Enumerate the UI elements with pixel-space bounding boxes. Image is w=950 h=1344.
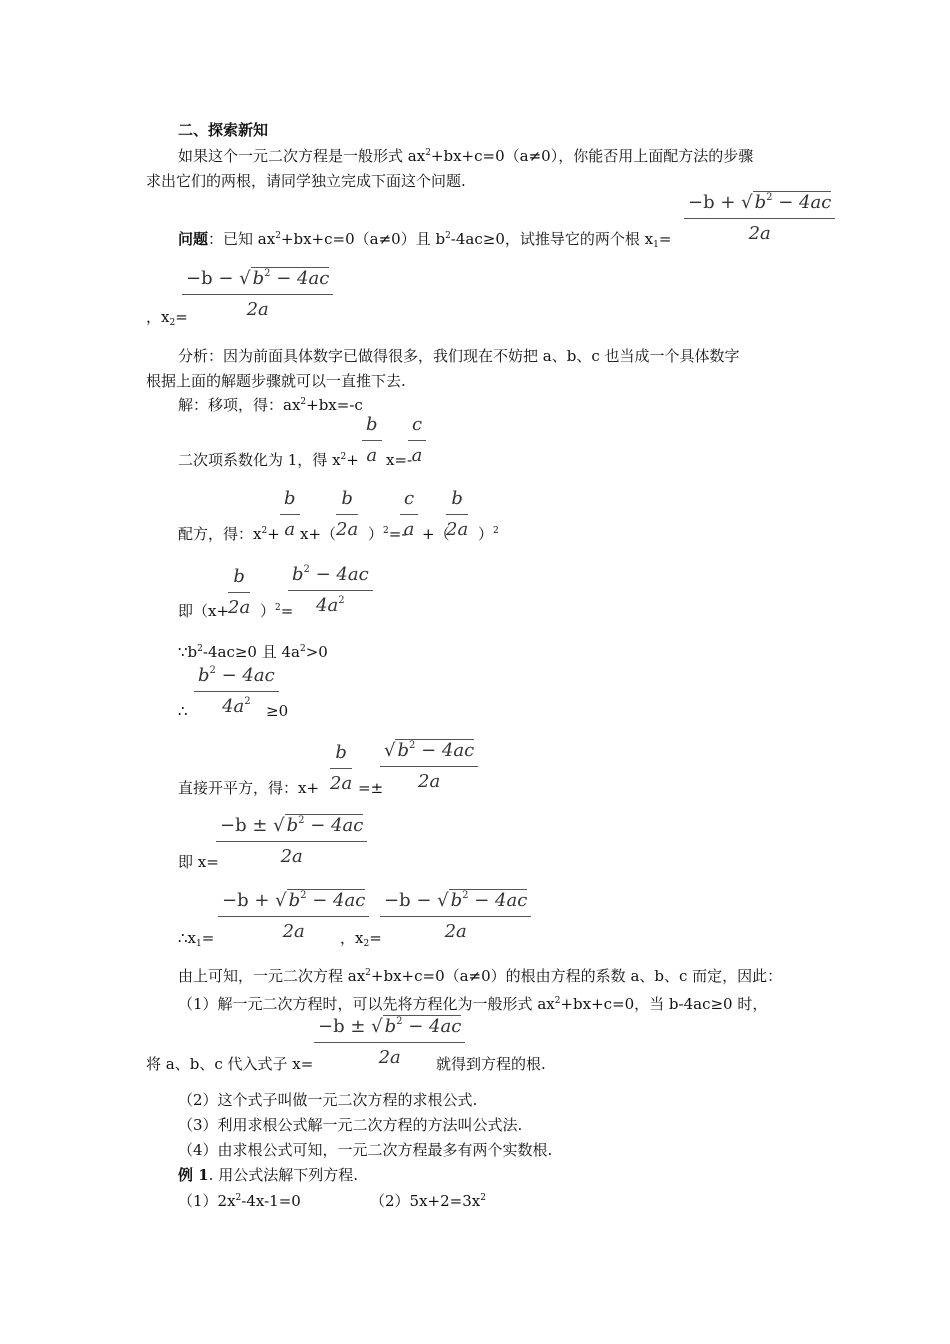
analysis-line-1: 分析：因为前面具体数字已做得很多，我们现在不妨把 a、b、c 也当成一个具体数字	[178, 347, 740, 365]
frac-disc-over-4a2-2: $b^2 - 4ac$ $4a^2$	[194, 665, 279, 718]
step-coefficient: 二次项系数化为 1，得 $x^2+$	[178, 451, 359, 469]
step-x-equals: 即 x=	[178, 853, 219, 871]
intro-line-1: 如果这个一元二次方程是一般形式 $ax^2+bx+c=0(a\ne 0)$，你能否用上面配方法的步骤	[178, 147, 754, 165]
step-coefficient-mid: x=-	[386, 451, 413, 469]
frac-b-over-2a-4: b 2a	[330, 742, 353, 794]
problem-statement: 问题：已知 $ax^2+bx+c=0(a\ne 0)$且 $b^2-4ac\ge 0$，试推导它的两个根 $x_1=$	[178, 230, 672, 250]
step-complete-square: 配方，得：$x^2+$	[178, 525, 280, 543]
step-because: $\because b^2-4ac\ge 0$ 且 $4a^2>0$	[178, 643, 328, 661]
frac-b-over-2a: b 2a	[336, 488, 359, 540]
example-question-2: $(2)5x+2=3x^2$	[370, 1192, 486, 1210]
formula-x2-final: −b − √ $b^2 - 4ac$ 2a	[380, 890, 531, 943]
formula-x-pm: −b ± √ $b^2 - 4ac$ 2a	[216, 815, 367, 868]
conclusion-point-3: （3）利用求根公式解一元二次方程的方法叫公式法.	[178, 1116, 523, 1134]
frac-b-over-a-2: b a	[280, 488, 300, 541]
example-question-1: $(1)2x^2-4x-1=0$	[178, 1192, 301, 1210]
final-x1-label: $\therefore x_1=$	[178, 929, 215, 949]
conclusion-point-4: （4）由求根公式可知，一元二次方程最多有两个实数根.	[178, 1141, 553, 1159]
formula-root-general: −b ± √ $b^2 - 4ac$ 2a	[314, 1016, 465, 1069]
step-move-term: 解：移项，得：$ax^2+bx=-c$	[178, 396, 363, 414]
therefore-symbol: ∴	[178, 702, 188, 720]
intro-line-2: 求出它们的两根，请同学独立完成下面这个问题.	[146, 172, 466, 190]
conclusion-point-2: （2）这个式子叫做一元二次方程的求根公式.	[178, 1091, 478, 1109]
formula-x2-problem: −b − √ $b^2 - 4ac$ 2a	[182, 268, 333, 321]
frac-disc-over-4a2: $b^2 - 4ac$ $4a^2$	[288, 564, 373, 617]
step-complete-close: ）$^2$=-	[368, 525, 407, 543]
conclusion-line-3-end: 就得到方程的根.	[436, 1055, 546, 1073]
frac-c-over-a-2: c a	[400, 488, 418, 541]
conclusion-line-1: 由上可知，一元二次方程 $ax^2+bx+c=0(a\ne 0)$的根由方程的系数 a、b、c 而定，因此：	[178, 967, 783, 985]
step-complete-open: x+（	[300, 525, 337, 543]
step-complete-plus: +（	[422, 525, 450, 543]
problem-x2-label: ，$x_2=$	[146, 308, 188, 328]
conclusion-line-2: （1）解一元二次方程时，可以先将方程化为一般形式 $ax^2+bx+c=0$，当 b-4ac≥0 时，	[178, 995, 768, 1013]
step-complete-end: ）$^2$	[478, 525, 499, 543]
formula-x1-problem: −b + √ $b^2 - 4ac$ 2a	[684, 192, 835, 245]
section-heading: 二、探索新知	[178, 121, 269, 139]
analysis-line-2: 根据上面的解题步骤就可以一直推下去.	[146, 372, 406, 390]
frac-sqrt-disc-over-2a: √ $b^2 - 4ac$ 2a	[380, 740, 478, 793]
therefore-ge-zero: ≥0	[266, 702, 289, 720]
step-ie: 即（x+	[178, 602, 230, 620]
formula-x1-final: −b + √ $b^2 - 4ac$ 2a	[218, 890, 369, 943]
conclusion-line-3: 将 a、b、c 代入式子 x=	[146, 1055, 314, 1073]
final-x2-label: ，$x_2=$	[340, 929, 382, 949]
frac-b-over-a: b a	[362, 414, 382, 467]
frac-c-over-a: c a	[408, 414, 426, 467]
frac-b-over-2a-3: b 2a	[228, 566, 251, 618]
step-square-root-pm: =±	[358, 779, 384, 797]
step-square-root: 直接开平方，得：x+	[178, 779, 320, 797]
example-heading: 例 1. 用公式法解下列方程.	[178, 1166, 358, 1184]
frac-b-over-2a-2: b 2a	[446, 488, 469, 540]
step-ie-close: ）$^2$=	[260, 602, 294, 620]
